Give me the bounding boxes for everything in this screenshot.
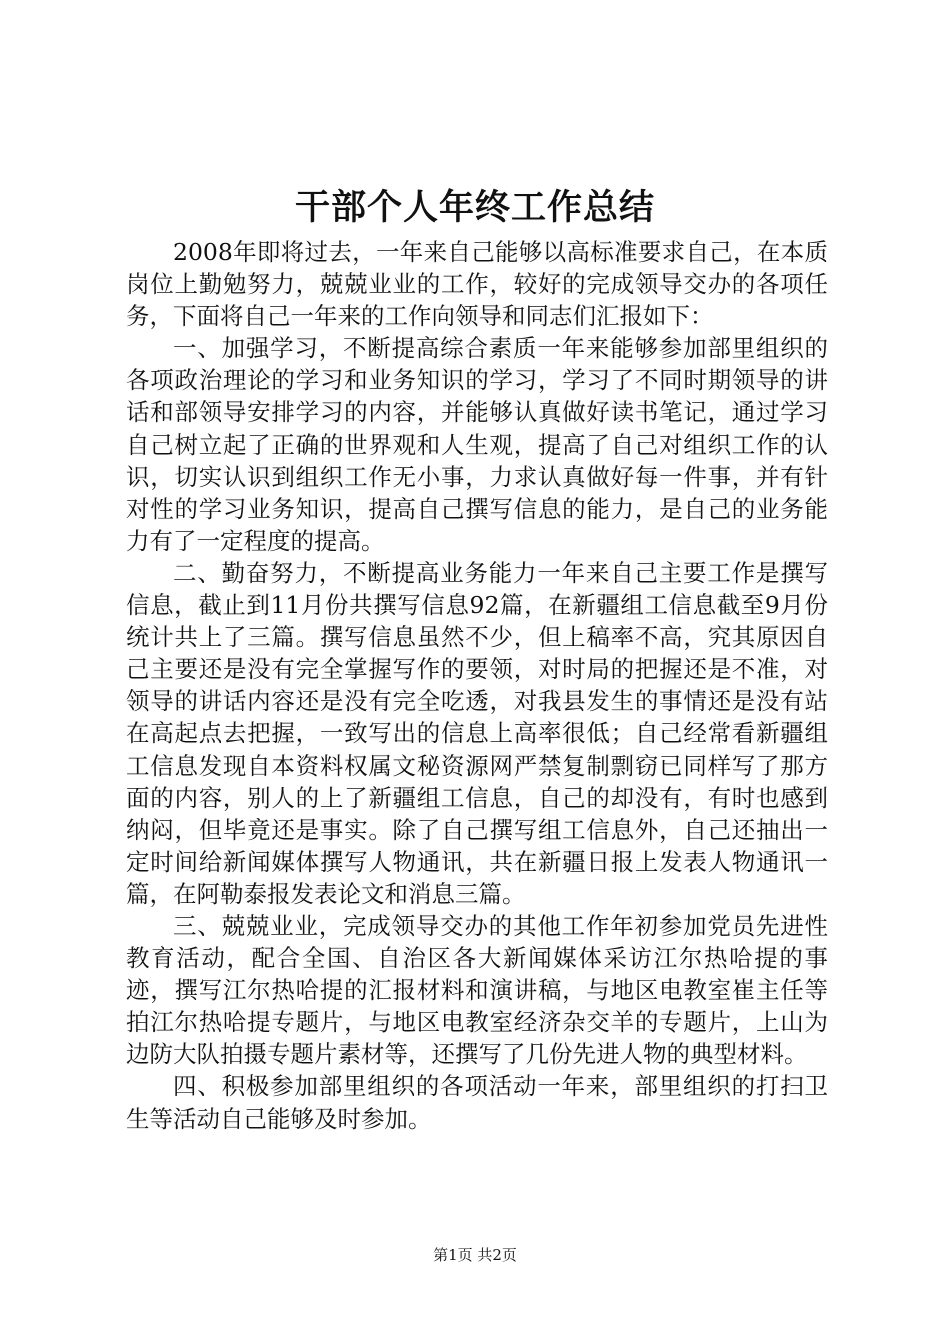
- document-body: [126, 236, 828, 1135]
- section-2-paragraph: 二、勤奋努力，不断提高业务能力一年来自己主要工作是撰写信息，截止到11月份共撰写信息92篇，在新疆组工信息截至9月份统计共上了三篇。撰写信息虽然不少，但上稿率不高，究其原因自己主要还是没有完全掌握写作的要领，对时局的把握还是不准，对领导的讲话内容还是没有完全吃透，对我县发生的事情还是没有站在高起点去把握，一致写出的信息上高率很低；自己经常看新疆组工信息发现自本资料权属文秘资源网严禁复制剽窃已同样写了那方面的内容，别人的上了新疆组工信息，自己的却没有，有时也感到纳闷，但毕竟还是事实。除了自己撰写组工信息外，自己还抽出一定时间给新闻媒体撰写人物通讯，共在新疆日报上发表人物通讯一篇，在阿勒泰报发表论文和消息三篇。: [126, 558, 828, 908]
- section-4-paragraph: 四、积极参加部里组织的各项活动一年来，部里组织的打扫卫生等活动自己能够及时参加。: [126, 1072, 828, 1133]
- section-3-paragraph: 三、兢兢业业，完成领导交办的其他工作年初参加党员先进性教育活动，配合全国、自治区各大新闻媒体采访江尔热哈提的事迹，撰写江尔热哈提的汇报材料和演讲稿，与地区电教室崔主任等拍江尔热哈提专题片，与地区电教室经济杂交羊的专题片，上山为边防大队拍摄专题片素材等，还撰写了几份先进人物的典型材料。: [126, 911, 828, 1069]
- section-1-paragraph: 一、加强学习，不断提高综合素质一年来能够参加部里组织的各项政治理论的学习和业务知识的学习，学习了不同时期领导的讲话和部领导安排学习的内容，并能够认真做好读书笔记，通过学习自己树立起了正确的世界观和人生观，提高了自己对组织工作的认识，切实认识到组织工作无小事，力求认真做好每一件事，并有针对性的学习业务知识，提高自己撰写信息的能力，是自己的业务能力有了一定程度的提高。: [126, 334, 828, 555]
- intro-paragraph: 2008年即将过去，一年来自己能够以高标准要求自己，在本质岗位上勤勉努力，兢兢业业的工作，较好的完成领导交办的各项任务，下面将自己一年来的工作向领导和同志们汇报如下：: [126, 238, 828, 331]
- document-title: 干部个人年终工作总结: [294, 188, 655, 228]
- page-number-footer: 第1页 共2页: [433, 1246, 517, 1264]
